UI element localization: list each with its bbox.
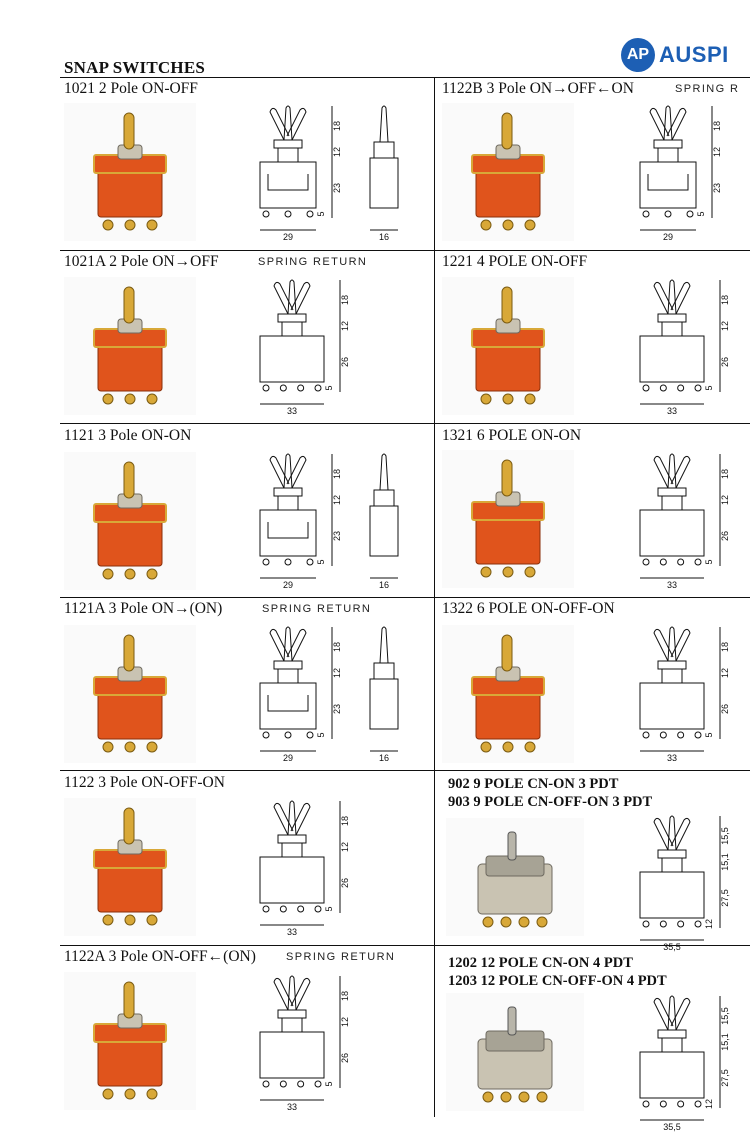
- switch-title-secondary: 903 9 POLE CN-OFF-ON 3 PDT: [448, 794, 653, 810]
- dimension-label: 16: [378, 232, 390, 242]
- dimension-drawing: [630, 450, 750, 590]
- dimension-label: 5: [324, 385, 334, 391]
- dimension-label: 33: [666, 580, 678, 590]
- dimension-label: 23: [332, 182, 342, 194]
- dimension-label: 15,1: [720, 1033, 730, 1051]
- switch-title-secondary: 1203 12 POLE CN-OFF-ON 4 PDT: [448, 973, 667, 989]
- dimension-label: 33: [286, 927, 298, 937]
- brand-logo: [621, 38, 729, 72]
- dimension-label: 5: [704, 385, 714, 391]
- page-title: SNAP SWITCHES: [64, 58, 206, 77]
- dimension-label: 12: [712, 146, 722, 158]
- dimension-drawing: [250, 450, 420, 590]
- row-divider: [60, 597, 750, 598]
- switch-photo: [64, 452, 196, 590]
- dimension-label: 12: [340, 841, 350, 853]
- brand-mark-icon: AP: [621, 38, 655, 72]
- switch-photo: [64, 972, 196, 1110]
- switch-photo: [442, 103, 574, 241]
- dimension-drawing: [630, 623, 750, 763]
- dimension-label: 12: [720, 667, 730, 679]
- spring-return-note: SPRING RETURN: [258, 256, 368, 268]
- dimension-label: 18: [720, 294, 730, 306]
- switch-photo: [442, 625, 574, 763]
- brand-name: AUSPI: [659, 42, 729, 67]
- row-divider: [60, 423, 750, 424]
- switch-photo: [442, 625, 574, 763]
- dimension-drawing: [630, 102, 750, 242]
- switch-photo: [64, 277, 196, 415]
- dimension-drawing: [630, 812, 750, 952]
- dimension-label: 33: [286, 406, 298, 416]
- dimension-label: 16: [378, 753, 390, 763]
- row-divider: [60, 250, 750, 251]
- dimension-label: 18: [720, 641, 730, 653]
- dimension-label: 5: [324, 906, 334, 912]
- dimension-label: 33: [666, 753, 678, 763]
- switch-title: 1221 4 POLE ON-OFF: [442, 253, 588, 270]
- dimension-label: 23: [712, 182, 722, 194]
- dimension-label: 26: [340, 356, 350, 368]
- dimension-label: 5: [696, 211, 706, 217]
- dimension-label: 18: [340, 294, 350, 306]
- dimension-label: 12: [704, 918, 714, 930]
- dimension-label: 12: [332, 494, 342, 506]
- dimension-label: 27,5: [720, 889, 730, 907]
- switch-photo: [442, 450, 574, 588]
- dimension-drawing: [630, 276, 750, 416]
- switch-photo: [442, 277, 574, 415]
- switch-photo: [64, 798, 196, 936]
- dimension-drawing: [250, 102, 420, 242]
- dimension-label: 33: [286, 1102, 298, 1112]
- dimension-label: 15,1: [720, 853, 730, 871]
- switch-photo: [64, 452, 196, 590]
- dimension-label: 5: [704, 732, 714, 738]
- dimension-drawing: [250, 797, 370, 937]
- dimension-label: 18: [332, 120, 342, 132]
- dimension-label: 15,5: [720, 827, 730, 845]
- dimension-label: 12: [720, 320, 730, 332]
- dimension-label: 29: [282, 753, 294, 763]
- switch-photo: [446, 993, 584, 1111]
- switch-photo: [64, 625, 196, 763]
- dimension-drawing: [630, 623, 750, 763]
- switch-title: 902 9 POLE CN-ON 3 PDT: [448, 776, 619, 792]
- switch-photo: [64, 103, 196, 241]
- dimension-label: 18: [332, 468, 342, 480]
- dimension-label: 5: [324, 1081, 334, 1087]
- switch-photo: [442, 103, 574, 241]
- switch-title: 1121A 3 Pole ON→(ON): [64, 600, 223, 617]
- switch-title: 1121 3 Pole ON-ON: [64, 427, 192, 444]
- switch-title: 1021A 2 Pole ON→OFF: [64, 253, 219, 270]
- dimension-label: 29: [282, 232, 294, 242]
- switch-title: 1322 6 POLE ON-OFF-ON: [442, 600, 615, 617]
- dimension-label: 18: [332, 641, 342, 653]
- dimension-drawing: [630, 992, 750, 1132]
- dimension-label: 23: [332, 530, 342, 542]
- dimension-label: 18: [340, 815, 350, 827]
- dimension-label: 15,5: [720, 1007, 730, 1025]
- dimension-label: 12: [332, 667, 342, 679]
- dimension-label: 35,5: [663, 942, 681, 952]
- switch-title: 1021 2 Pole ON-OFF: [64, 80, 198, 97]
- dimension-label: 18: [720, 468, 730, 480]
- switch-photo: [446, 818, 584, 936]
- switch-photo: [64, 972, 196, 1110]
- spring-return-note: SPRING RETURN: [262, 603, 372, 615]
- dimension-drawing: [630, 992, 750, 1132]
- dimension-label: 12: [720, 494, 730, 506]
- switch-photo: [64, 277, 196, 415]
- switch-title: 1202 12 POLE CN-ON 4 PDT: [448, 955, 633, 971]
- switch-photo: [446, 818, 584, 936]
- dimension-label: 18: [340, 990, 350, 1002]
- dimension-label: 26: [720, 530, 730, 542]
- dimension-label: 23: [332, 703, 342, 715]
- dimension-label: 5: [316, 559, 326, 565]
- dimension-drawing: [630, 102, 750, 242]
- switch-photo: [64, 103, 196, 241]
- switch-photo: [446, 993, 584, 1111]
- switch-title: 1321 6 POLE ON-ON: [442, 427, 582, 444]
- dimension-label: 12: [332, 146, 342, 158]
- dimension-drawing: [630, 450, 750, 590]
- dimension-label: 12: [340, 1016, 350, 1028]
- dimension-label: 26: [720, 356, 730, 368]
- spring-return-note: SPRING R: [675, 83, 740, 95]
- switch-photo: [442, 450, 574, 588]
- dimension-label: 26: [340, 1052, 350, 1064]
- dimension-drawing: [250, 276, 370, 416]
- dimension-label: 12: [340, 320, 350, 332]
- switch-photo: [64, 798, 196, 936]
- switch-title: 1122A 3 Pole ON-OFF←(ON): [64, 948, 256, 965]
- dimension-label: 26: [720, 703, 730, 715]
- spring-return-note: SPRING RETURN: [286, 951, 396, 963]
- dimension-drawing: [250, 972, 370, 1112]
- dimension-label: 5: [316, 211, 326, 217]
- switch-photo: [64, 625, 196, 763]
- dimension-label: 16: [378, 580, 390, 590]
- switch-photo: [442, 277, 574, 415]
- dimension-label: 35,5: [663, 1122, 681, 1132]
- header-rule: [60, 77, 750, 78]
- dimension-label: 29: [282, 580, 294, 590]
- switch-title: 1122 3 Pole ON-OFF-ON: [64, 774, 225, 791]
- dimension-drawing: [630, 276, 750, 416]
- dimension-label: 29: [662, 232, 674, 242]
- dimension-label: 26: [340, 877, 350, 889]
- dimension-label: 5: [704, 559, 714, 565]
- dimension-drawing: [250, 623, 420, 763]
- dimension-label: 12: [704, 1098, 714, 1110]
- switch-title: 1122B 3 Pole ON→OFF←ON: [442, 80, 634, 97]
- dimension-label: 18: [712, 120, 722, 132]
- row-divider: [60, 770, 750, 771]
- dimension-label: 27,5: [720, 1069, 730, 1087]
- dimension-label: 5: [316, 732, 326, 738]
- dimension-drawing: [630, 812, 750, 952]
- dimension-label: 33: [666, 406, 678, 416]
